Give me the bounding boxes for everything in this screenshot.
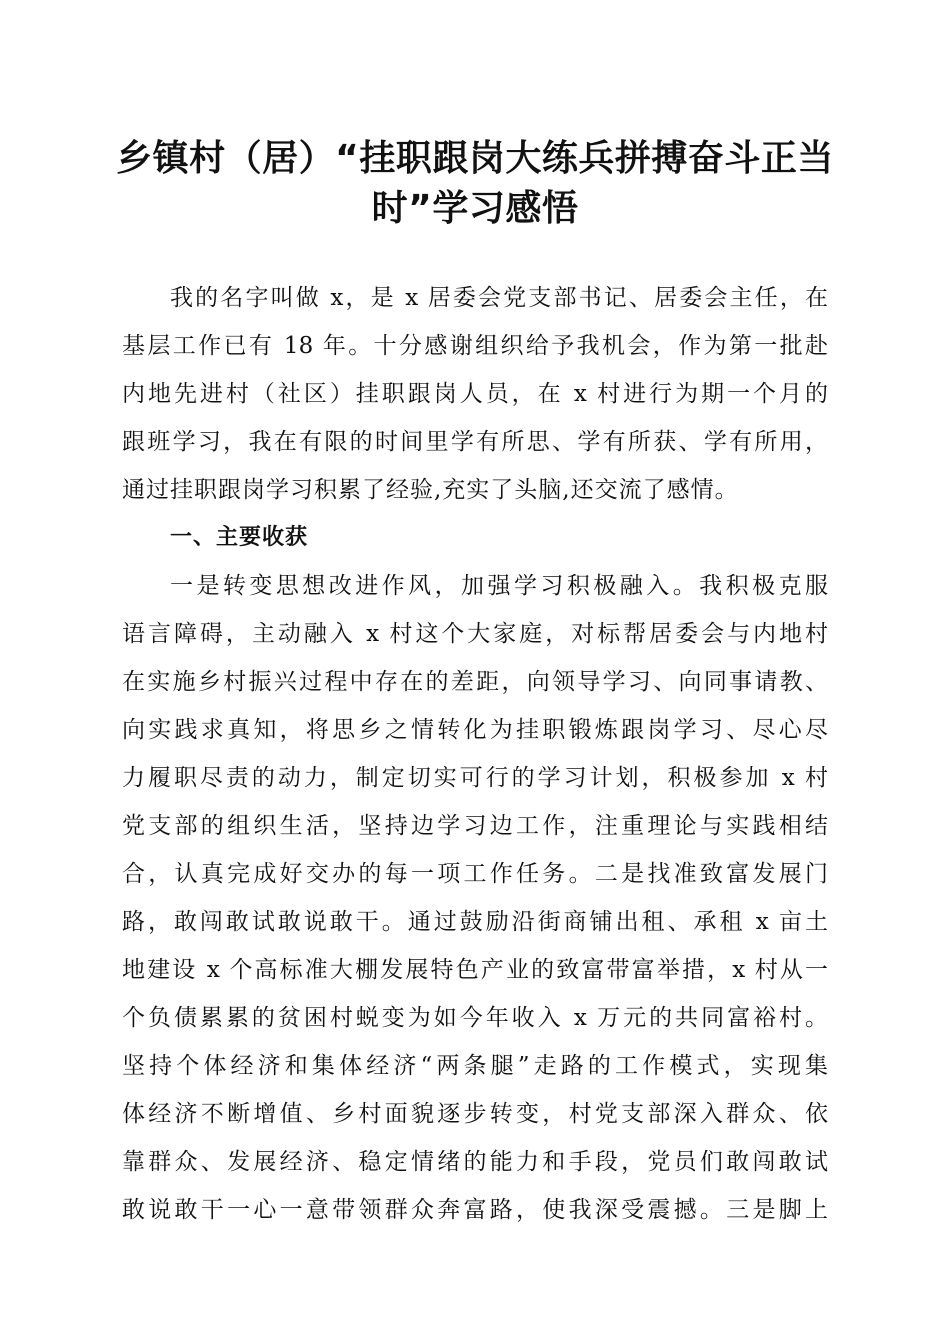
paragraph-line: 在实施乡村振兴过程中存在的差距，向领导学习、向同事请教、 bbox=[122, 669, 828, 695]
paragraph-line: 路，敢闯敢试敢说敢干。通过鼓励沿街商铺出租、承租 x 亩土 bbox=[122, 909, 828, 935]
paragraph-line: 合，认真完成好交办的每一项工作任务。二是找准致富发展门 bbox=[122, 861, 828, 887]
paragraph-line: 基层工作已有 18 年。十分感谢组织给予我机会，作为第一批赴 bbox=[122, 333, 828, 359]
paragraph-line: 体经济不断增值、乡村面貌逐步转变，村党支部深入群众、依 bbox=[122, 1101, 828, 1127]
paragraph-line: 向实践求真知，将思乡之情转化为挂职锻炼跟岗学习、尽心尽 bbox=[122, 717, 828, 743]
paragraph-line: 一是转变思想改进作风，加强学习积极融入。我积极克服 bbox=[170, 573, 828, 599]
paragraph-line: 语言障碍，主动融入 x 村这个大家庭，对标帮居委会与内地村 bbox=[122, 621, 828, 647]
title-line: 乡镇村（居）“挂职跟岗大练兵拼搏奋斗正当 bbox=[116, 138, 834, 179]
paragraph-line: 内地先进村（社区）挂职跟岗人员，在 x 村进行为期一个月的 bbox=[122, 381, 828, 407]
paragraph-line: 通过挂职跟岗学习积累了经验,充实了头脑,还交流了感情。 bbox=[122, 477, 739, 503]
paragraph-line: 敢说敢干一心一意带领群众奔富路，使我深受震撼。三是脚上 bbox=[122, 1197, 828, 1223]
title-line: 时”学习感悟 bbox=[371, 188, 579, 229]
paragraph-line: 个负债累累的贫困村蜕变为如今年收入 x 万元的共同富裕村。 bbox=[122, 1005, 828, 1031]
section-heading: 一、主要收获 bbox=[170, 525, 309, 550]
paragraph-line: 党支部的组织生活，坚持边学习边工作，注重理论与实践相结 bbox=[122, 813, 828, 839]
document-title bbox=[110, 134, 840, 234]
paragraph-line: 力履职尽责的动力，制定切实可行的学习计划，积极参加 x 村 bbox=[122, 765, 828, 791]
paragraph-line: 跟班学习，我在有限的时间里学有所思、学有所获、学有所用， bbox=[122, 429, 828, 455]
paragraph-line: 地建设 x 个高标准大棚发展特色产业的致富带富举措，x 村从一 bbox=[122, 957, 828, 983]
paragraph-line: 我的名字叫做 x，是 x 居委会党支部书记、居委会主任，在 bbox=[170, 285, 828, 311]
document-body bbox=[122, 280, 828, 1240]
paragraph-line: 靠群众、发展经济、稳定情绪的能力和手段，党员们敢闯敢试 bbox=[122, 1149, 828, 1175]
paragraph-line: 坚持个体经济和集体经济“两条腿”走路的工作模式，实现集 bbox=[122, 1053, 828, 1079]
